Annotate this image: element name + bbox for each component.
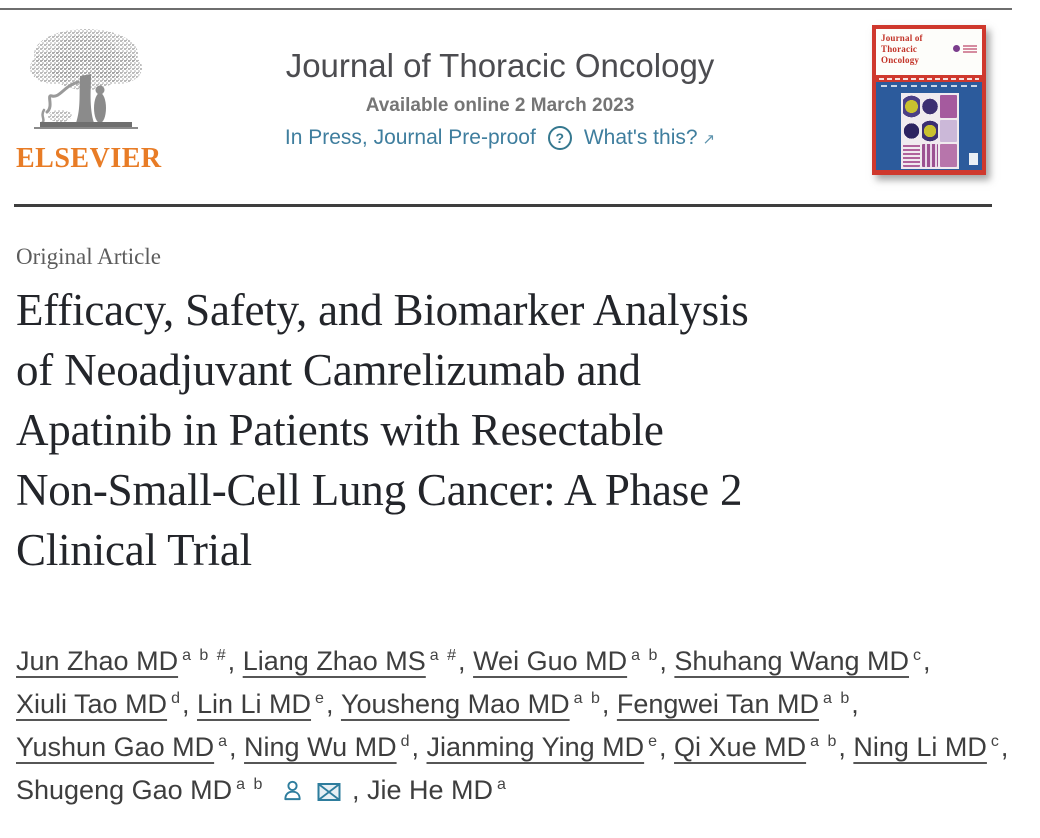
author: Yousheng Mao MD $^{a b}$, [340,689,617,719]
author: Liang Zhao MS $^{a \#}$, [242,646,474,676]
author: Wei Guo MD $^{a b}$, [473,646,675,676]
author: Ning Li MD $^c$, [853,732,1009,762]
author-affiliation-sup: c [990,733,1001,750]
author-link[interactable]: Ning Wu MD [244,732,397,762]
author-affiliation-sup: a b [631,647,660,664]
author-link[interactable]: Jianming Ying MD [426,732,645,762]
author-affiliation-sup: a b [810,733,839,750]
in-press-status: In Press, Journal Pre-proof [284,126,536,149]
cover-society-emblem [944,42,978,56]
author-affiliation-sup: a b # [182,647,228,664]
author: Jun Zhao MD $^{a b \#}$, [16,646,243,676]
author: Jianming Ying MD $^e$, [426,732,675,762]
author-link[interactable]: Fengwei Tan MD [616,689,819,719]
author-link[interactable]: Shuhang Wang MD [674,646,910,676]
author: Qi Xue MD $^{a b}$, [674,732,854,762]
author: Yushun Gao MD $^a$, [16,732,245,762]
author-affiliation-sup: e [648,733,660,750]
available-online-date: Available online 2 March 2023 [365,95,635,116]
author-link[interactable]: Jun Zhao MD [16,646,179,676]
cover-figure-panel [901,93,959,169]
journal-title-link[interactable]: Journal of Thoracic Oncology [285,47,715,84]
author-link[interactable]: Ning Li MD [853,732,987,762]
cover-publisher-mark [969,153,978,165]
article-head [16,244,1028,812]
author-affiliation-sup: c [913,647,924,664]
author-link[interactable]: Xiuli Tao MD [16,689,168,719]
cover-masthead: Journal of Thoracic Oncology [876,29,982,75]
author-link[interactable]: Yushun Gao MD [16,732,215,762]
author-affiliation-sup: a [496,776,508,793]
author-name: Shugeng Gao MD [16,775,233,805]
author-affiliation-sup: e [315,690,326,707]
author-affiliation-sup: a b [236,776,265,793]
author-link[interactable]: Lin Li MD [196,689,312,719]
author: Lin Li MD $^e$, [196,689,341,719]
cover-figure-area [876,82,982,170]
header-divider-rule [14,204,992,207]
author-name: Jie He MD [366,775,493,805]
author-affiliation-sup: a # [429,647,459,664]
author-affiliation-sup: d [171,690,182,707]
author: Ning Wu MD $^d$, [244,732,427,762]
external-link-arrow-icon: ↗ [702,131,716,148]
author-affiliation-sup: d [400,733,412,750]
author-list [16,640,1021,812]
cover-issue-strip [876,75,982,82]
author: Fengwei Tan MD $^{a b}$, [616,689,859,719]
author-affiliation-sup: a b [822,690,852,707]
author-affiliation-sup: a [218,733,230,750]
help-question-icon[interactable]: ? [548,126,572,150]
author-affiliation-sup: a b [573,690,602,707]
article-title: Efficacy, Safety, and Biomarker Analysis of Neoadjuvant Camrelizumab and Apatinib in Patients with Resectable Non-Small-Cell Lung Cancer: A Phase 2 Clinical Trial [16,285,749,575]
author-link[interactable]: Qi Xue MD [674,732,807,762]
email-icon [317,782,341,802]
person-icon [281,779,304,802]
author-link[interactable]: Liang Zhao MS [242,646,426,676]
whats-this-link[interactable]: What's this? ↗ [583,126,716,149]
author-link[interactable]: Yousheng Mao MD [340,689,570,719]
author [367,775,508,805]
journal-cover-thumbnail[interactable] [872,25,986,175]
journal-header-center [130,46,870,150]
journal-banner [0,0,1040,206]
author-link[interactable]: Wei Guo MD [473,646,628,676]
author: Xiuli Tao MD $^d$, [16,689,197,719]
elsevier-wordmark: ELSEVIER [16,143,162,174]
author: Shuhang Wang MD $^c$, [674,646,931,676]
article-category: Original Article [16,244,161,269]
author: Shugeng Gao MD $^{a b}$ , [16,775,367,805]
